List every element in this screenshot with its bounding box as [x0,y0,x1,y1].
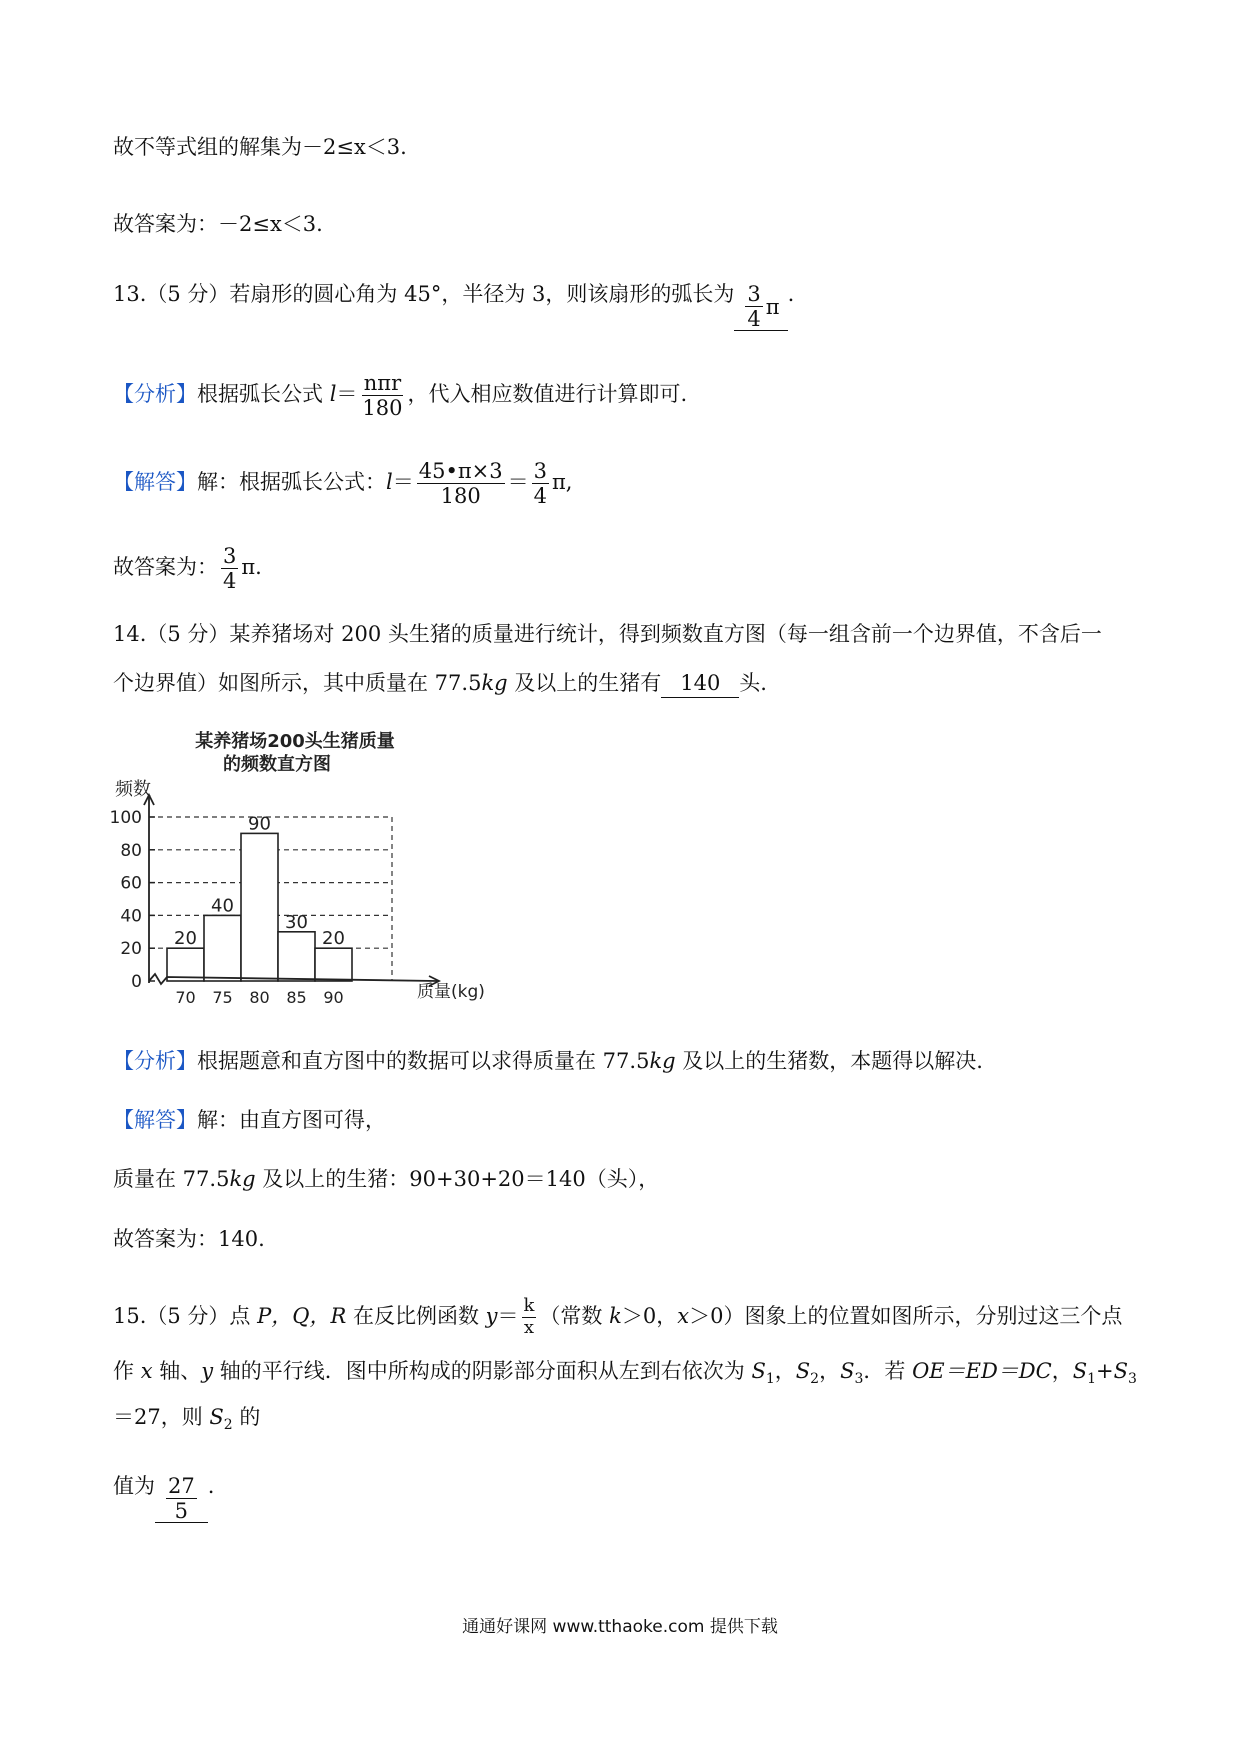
histogram-bar [204,915,241,981]
solution-14: 【解答】解：由直方图可得， [113,1108,386,1132]
calc-14: 质量在 77.5kg 及以上的生猪：90+30+20＝140（头）， [113,1167,660,1191]
x-tick-label: 70 [175,988,196,1007]
question-15-cont: 作 x 轴、y 轴的平行线．图中所构成的阴影部分面积从左到右依次为 $S_1$，$S_2$，$S_3$．若 OE＝ED＝DC，$S_1+S_3$ [113,1359,1137,1388]
fraction: $\frac{27}{5}$ [168,1474,195,1524]
histogram-bar [315,948,352,981]
question-14: 14.（5 分）某养猪场对 200 头生猪的质量进行统计，得到频数直方图（每一组含前一个边界值，不含后一 [113,622,1102,646]
y-axis-label: 频数 [115,779,151,800]
y-tick-label: 20 [120,939,142,960]
answer-blank: 140 [661,669,739,698]
fraction: $\frac{3}{4}$ [223,544,237,594]
x-axis-label: 质量(kg) [417,982,485,1002]
y-tick-label: 0 [131,972,142,992]
analysis-tag: 【分析】 [113,1049,197,1073]
answer-blank [155,1475,208,1523]
fraction: $\frac{k}{x}$ [523,1295,535,1338]
x-tick-label: 80 [249,988,270,1007]
y-tick-label: 60 [120,873,142,894]
text-line: 故答案为：－2≤x＜3. [113,212,323,236]
histogram-chart [105,725,505,1010]
x-tick-label: 90 [323,988,344,1007]
solution-tag: 【解答】 [113,1108,197,1132]
fraction: $\frac{\text{nπr}}{180}$ [362,371,403,421]
histogram-bar [278,932,315,981]
y-tick-label: 100 [109,808,142,828]
fraction: $\frac{3}{4}$ [533,459,547,509]
x-tick-label: 75 [212,988,233,1007]
solution-tag: 【解答】 [113,470,197,495]
analysis-13: 【分析】根据弧长公式 l＝ $\frac{\text{nπr}}{180}$ ，代入相应数值进行计算即可. [113,371,688,421]
bar-value-label: 20 [322,928,345,950]
y-tick-label: 40 [120,906,142,927]
fraction: $\frac{3}{4}$ [747,282,761,332]
histogram-bar [241,833,278,981]
histogram-bar [167,948,204,981]
x-tick-label: 85 [286,988,307,1007]
analysis-14: 【分析】根据题意和直方图中的数据可以求得质量在 77.5kg 及以上的生猪数，本题得以解决. [113,1049,983,1073]
question-15-answer: 值为 $\frac{27}{5}$ . [113,1474,215,1524]
final-answer-14: 故答案为：140. [113,1227,265,1251]
bar-value-label: 90 [248,813,271,835]
y-tick-label: 80 [120,840,142,861]
answer-blank: $\frac{3}{4}$ π [734,283,787,331]
question-15-cont: ＝27，则 $S_2$ 的 [113,1405,261,1434]
analysis-tag: 【分析】 [113,382,197,407]
chart-title: 某养猪场200头生猪质量 [195,731,395,752]
fraction: $\frac{45•\pi\times 3}{180}$ [418,459,503,509]
text-line: 故不等式组的解集为－2≤x＜3. [113,135,407,159]
question-text: 13.（5 分）若扇形的圆心角为 45°，半径为 3，则该扇形的弧长为 [113,282,735,306]
page-footer: 通通好课网 www.tthaoke.com 提供下载 [462,1617,778,1637]
solution-13: 【解答】解：根据弧长公式：l＝ $\frac{45•\pi\times 3}{180}$ ＝ $\frac{3}{4}$ π, [113,459,573,509]
question-15: 15.（5 分）点 P，Q，R 在反比例函数 y＝ $\frac{k}{x}$ （常数 k＞0，x＞0）图象上的位置如图所示，分别过这三个点 [113,1295,1123,1338]
bar-value-label: 20 [174,928,197,950]
bar-value-label: 40 [211,895,234,917]
final-answer-13: 故答案为： $\frac{3}{4}$ π. [113,544,262,594]
question-13: 13.（5 分）若扇形的圆心角为 45°，半径为 3，则该扇形的弧长为 $\frac{3}{4}$ π . [113,282,795,332]
chart-title: 的频数直方图 [223,754,331,775]
question-14-cont: 个边界值）如图所示，其中质量在 77.5kg 及以上的生猪有 140 头. [113,669,767,698]
bar-value-label: 30 [285,911,308,933]
